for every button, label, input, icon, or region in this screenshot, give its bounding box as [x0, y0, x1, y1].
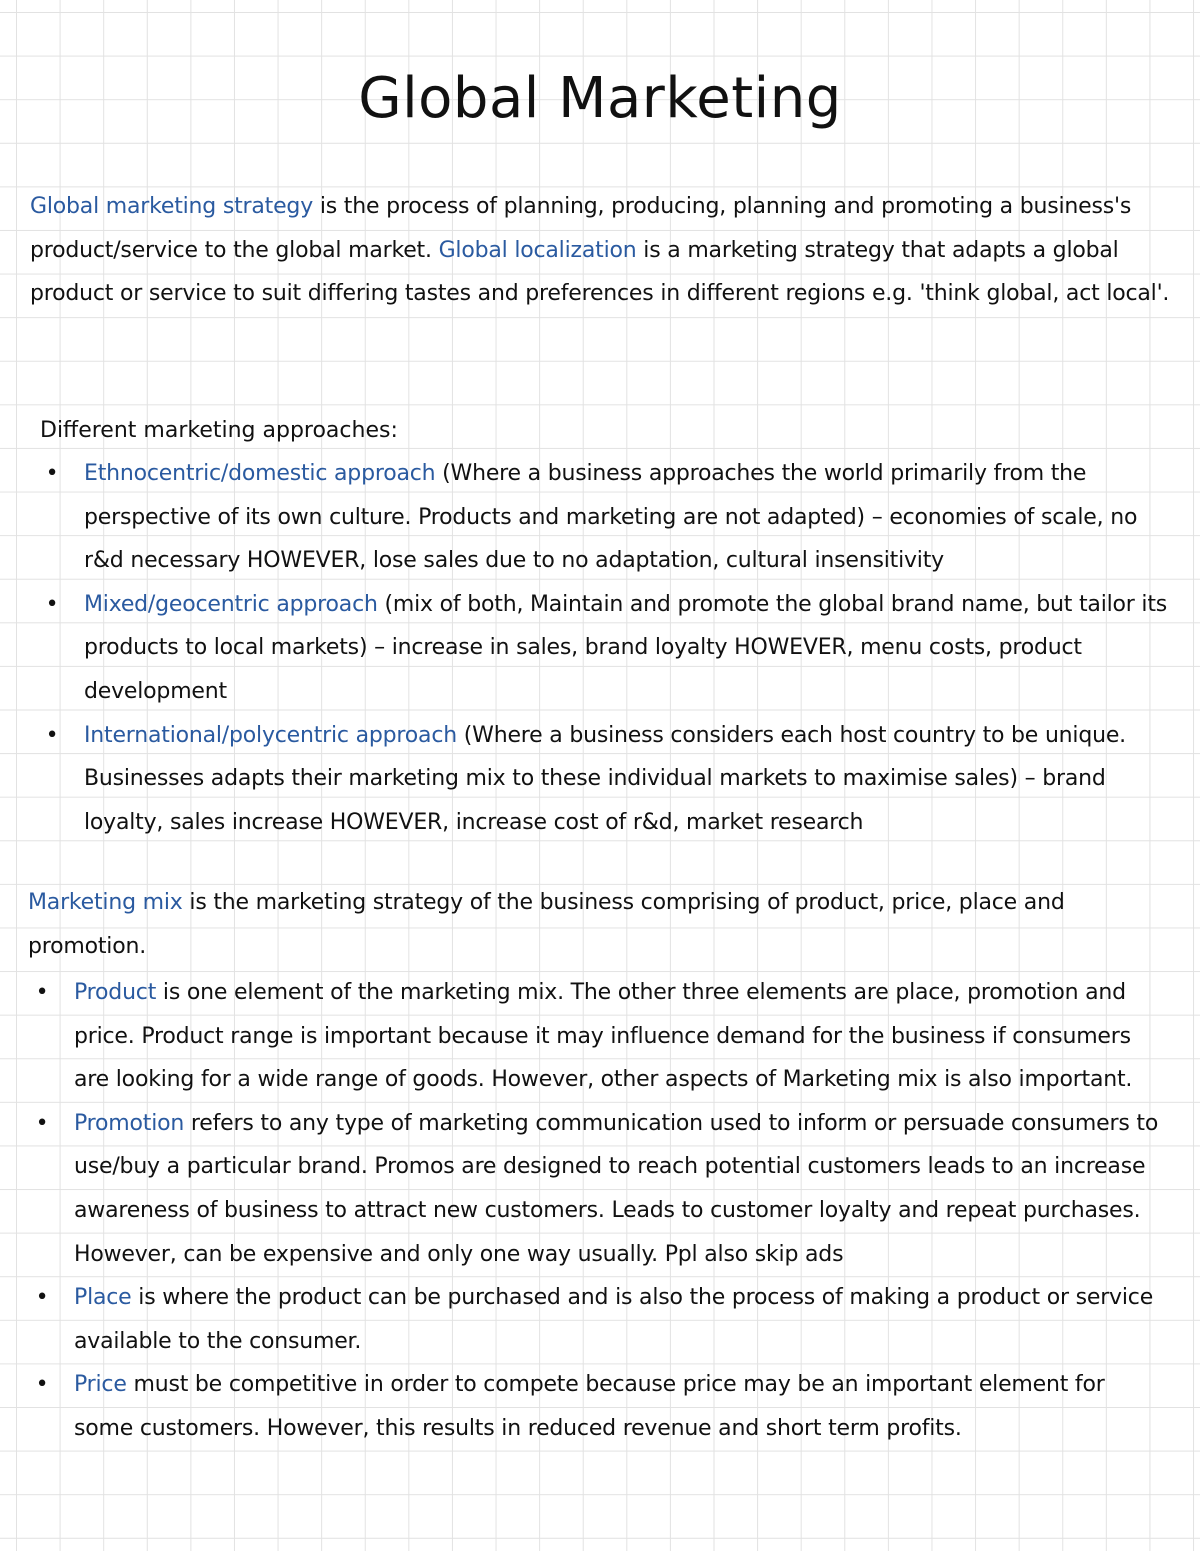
item-text: is where the product can be purchased and is also the process of making a product or service available to the consumer.	[74, 1285, 1154, 1354]
term-place: Place	[74, 1285, 132, 1311]
mix-text: is the marketing strategy of the business comprising of product, price, place and promotion.	[28, 890, 1065, 959]
list-item	[35, 971, 1164, 1102]
item-text: must be competitive in order to compete because price may be an important element for some customers. However, this results in reduced revenue and short term profits.	[74, 1372, 1105, 1441]
bullet-dot: •	[45, 591, 59, 617]
approaches-list	[45, 452, 1174, 844]
marketing-mix-list	[35, 971, 1164, 1451]
term-ethnocentric: Ethnocentric/domestic approach	[84, 461, 436, 486]
term-marketing-mix: Marketing mix	[28, 890, 183, 915]
list-item	[45, 714, 1174, 845]
term-geocentric: Mixed/geocentric approach	[84, 591, 378, 617]
approaches-heading: Different marketing approaches:	[40, 418, 398, 443]
list-item	[35, 1276, 1164, 1363]
item-text: refers to any type of marketing communication used to inform or persuade consumers to use/buy a particular brand. Promos are designed to reach potential customers leads to an increase awareness of business to attract new customers. Leads to customer loyalty and repeat purchases. However, can be expensive and only one way usually. Ppl also skip ads	[74, 1110, 1159, 1267]
intro-text-1: is the process of planning, producing, planning and promoting a business's product/service to the global market.	[30, 194, 1132, 263]
item-text: (Where a business approaches the world primarily from the perspective of its own culture. Products and marketing are not adapted) – economies of scale, no r&d necessary HOWEVER, lose sales due to no adaptation, cultural insensitivity	[84, 461, 1138, 574]
item-text: (mix of both, Maintain and promote the global brand name, but tailor its products to local markets) – increase in sales, brand loyalty HOWEVER, menu costs, product development	[84, 591, 1168, 704]
term-global-localization: Global localization	[438, 237, 637, 263]
item-text: is one element of the marketing mix. The other three elements are place, promotion and price. Product range is important because it may influence demand for the business if consumers are looking for a wide range of goods. However, other aspects of Marketing mix is also important.	[74, 980, 1133, 1093]
list-item	[35, 1363, 1164, 1450]
bullet-dot: •	[45, 722, 59, 748]
term-price: Price	[74, 1372, 127, 1398]
item-text: (Where a business considers each host country to be unique. Businesses adapts their marketing mix to these individual markets to maximise sales) – brand loyalty, sales increase HOWEVER, increase cost of r&d, market research	[84, 722, 1126, 835]
bullet-dot: •	[45, 461, 59, 486]
term-product: Product	[74, 980, 157, 1005]
list-item	[45, 583, 1174, 714]
bullet-dot: •	[35, 1110, 49, 1136]
term-global-marketing-strategy: Global marketing strategy	[30, 194, 314, 219]
bullet-dot: •	[35, 1285, 49, 1311]
intro-paragraph	[30, 185, 1180, 316]
list-item	[35, 1102, 1164, 1276]
page-title: Global Marketing	[358, 66, 842, 131]
marketing-mix-paragraph	[28, 881, 1178, 968]
term-polycentric: International/polycentric approach	[84, 722, 457, 748]
bullet-dot: •	[35, 980, 49, 1005]
intro-text-2: is a marketing strategy that adapts a global product or service to suit differing tastes and preferences in different regions e.g. 'think global, act local'.	[30, 237, 1170, 307]
list-item	[45, 452, 1174, 583]
term-promotion: Promotion	[74, 1110, 185, 1136]
bullet-dot: •	[35, 1372, 49, 1398]
